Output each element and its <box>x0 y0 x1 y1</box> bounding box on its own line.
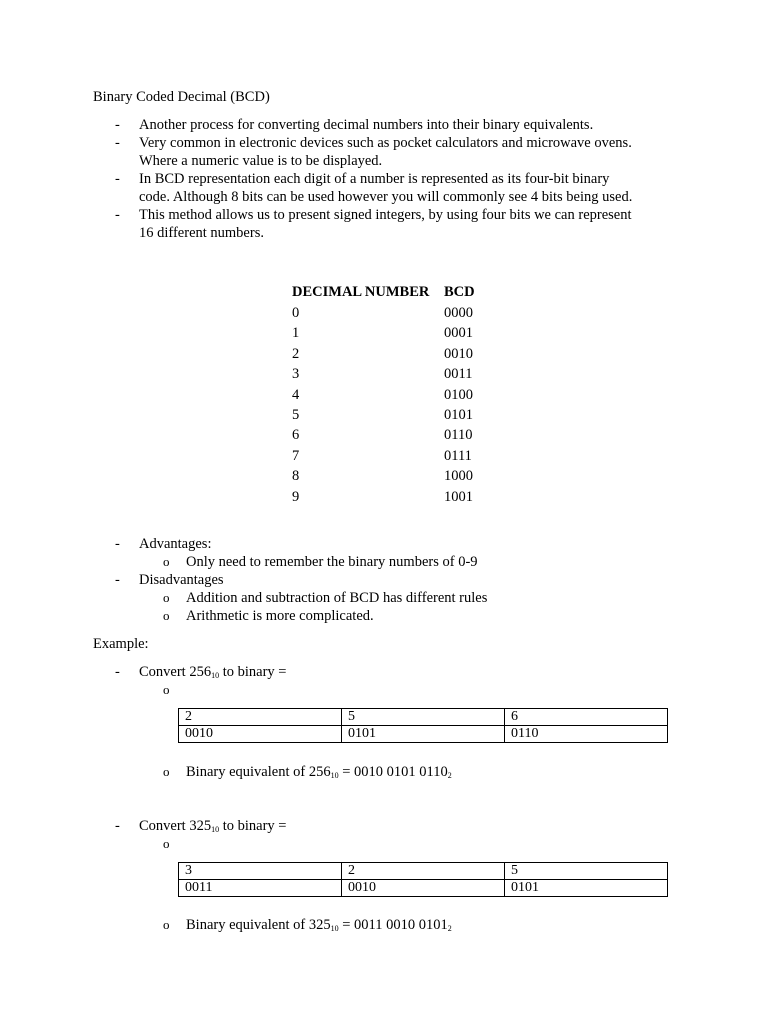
bcd-code-cell: 0010 <box>444 346 473 362</box>
convert-text: Convert <box>139 664 190 680</box>
bullet-4-line-2: 16 different numbers. <box>139 225 264 241</box>
code-cell: 0110 <box>505 726 668 743</box>
table-row <box>179 863 668 880</box>
bcd-decimal-cell: 9 <box>292 489 300 505</box>
result-text: Binary equivalent of <box>186 917 309 933</box>
convert-text: to binary = <box>219 664 287 680</box>
bullet-dash: - <box>115 117 120 133</box>
bullet-1-line-1: Another process for converting decimal numbers into their binary equivalents. <box>139 117 594 133</box>
advantage-item-1: Only need to remember the binary numbers of 0-9 <box>186 554 478 570</box>
example-label: Example: <box>93 636 149 652</box>
bcd-decimal-cell: 2 <box>292 346 300 362</box>
base-subscript: 10 <box>211 825 220 834</box>
code-cell: 0010 <box>342 880 505 897</box>
code-cell: 0011 <box>179 880 342 897</box>
page-title: Binary Coded Decimal (BCD) <box>93 89 270 105</box>
convert-text: Convert <box>139 818 190 834</box>
bullet-2-line-2: Where a numeric value is to be displayed. <box>139 153 383 169</box>
result-text: = 0011 0010 0101 <box>338 917 448 933</box>
bullet-dash: - <box>115 536 120 552</box>
disadvantage-item-1: Addition and subtraction of BCD has different rules <box>186 590 488 606</box>
result-number: 256 <box>308 764 331 780</box>
bcd-code-cell: 0101 <box>444 407 473 423</box>
bcd-decimal-cell: 8 <box>292 468 300 484</box>
circle-bullet-icon: o <box>163 608 170 623</box>
bullet-dash: - <box>115 664 120 680</box>
bcd-decimal-cell: 5 <box>292 407 300 423</box>
bcd-code-cell: 1000 <box>444 468 473 484</box>
convert-number: 256 <box>189 664 212 680</box>
bcd-code-cell: 0111 <box>444 448 472 464</box>
bullet-dash: - <box>115 207 120 223</box>
bullet-2-line-1: Very common in electronic devices such as pocket calculators and microwave ovens. <box>139 135 632 151</box>
convert-number: 325 <box>189 818 212 834</box>
bcd-decimal-cell: 1 <box>292 325 300 341</box>
bcd-decimal-cell: 0 <box>292 305 300 321</box>
base-subscript: 10 <box>211 671 220 680</box>
code-cell: 0101 <box>505 880 668 897</box>
digit-cell: 5 <box>505 863 668 880</box>
digit-cell: 2 <box>342 863 505 880</box>
digit-cell: 2 <box>179 709 342 726</box>
bullet-dash: - <box>115 171 120 187</box>
circle-bullet-icon: o <box>163 682 170 697</box>
example-2-convert <box>139 817 286 835</box>
bcd-decimal-cell: 3 <box>292 366 300 382</box>
code-cell: 0101 <box>342 726 505 743</box>
bcd-decimal-cell: 4 <box>292 387 300 403</box>
circle-bullet-icon: o <box>163 764 170 779</box>
example-2-result <box>186 916 452 934</box>
digit-cell: 3 <box>179 863 342 880</box>
base-subscript: 2 <box>447 771 452 780</box>
code-cell: 0010 <box>179 726 342 743</box>
bullet-dash: - <box>115 135 120 151</box>
example-1-result <box>186 763 452 781</box>
bcd-table-header-decimal: DECIMAL NUMBER <box>292 284 430 300</box>
bullet-4-line-1: This method allows us to present signed integers, by using four bits we can represent <box>139 207 632 223</box>
bullet-3-line-2: code. Although 8 bits can be used however you will commonly see 4 bits being used. <box>139 189 633 205</box>
bcd-code-cell: 0110 <box>444 427 473 443</box>
example-1-convert <box>139 663 286 681</box>
bcd-decimal-cell: 6 <box>292 427 300 443</box>
circle-bullet-icon: o <box>163 590 170 605</box>
circle-bullet-icon: o <box>163 917 170 932</box>
bullet-3-line-1: In BCD representation each digit of a number is represented as its four-bit binary <box>139 171 610 187</box>
base-subscript: 10 <box>330 771 339 780</box>
digit-cell: 5 <box>342 709 505 726</box>
circle-bullet-icon: o <box>163 554 170 569</box>
table-row <box>179 726 668 743</box>
base-subscript: 2 <box>447 924 452 933</box>
result-number: 325 <box>308 917 331 933</box>
example-2-table <box>178 862 668 897</box>
result-text: = 0010 0101 0110 <box>338 764 448 780</box>
base-subscript: 10 <box>330 924 339 933</box>
bcd-code-cell: 0100 <box>444 387 473 403</box>
disadvantages-label: Disadvantages <box>139 572 224 588</box>
bcd-code-cell: 1001 <box>444 489 473 505</box>
bullet-dash: - <box>115 572 120 588</box>
circle-bullet-icon: o <box>163 836 170 851</box>
digit-cell: 6 <box>505 709 668 726</box>
table-row <box>179 709 668 726</box>
bcd-code-cell: 0001 <box>444 325 473 341</box>
disadvantage-item-2: Arithmetic is more complicated. <box>186 608 374 624</box>
bcd-code-cell: 0000 <box>444 305 473 321</box>
advantages-label: Advantages: <box>139 536 212 552</box>
bcd-decimal-cell: 7 <box>292 448 300 464</box>
table-row <box>179 880 668 897</box>
example-1-table <box>178 708 668 743</box>
bcd-code-cell: 0011 <box>444 366 473 382</box>
bcd-table-header-bcd: BCD <box>444 284 475 300</box>
bullet-dash: - <box>115 818 120 834</box>
result-text: Binary equivalent of <box>186 764 309 780</box>
convert-text: to binary = <box>219 818 287 834</box>
